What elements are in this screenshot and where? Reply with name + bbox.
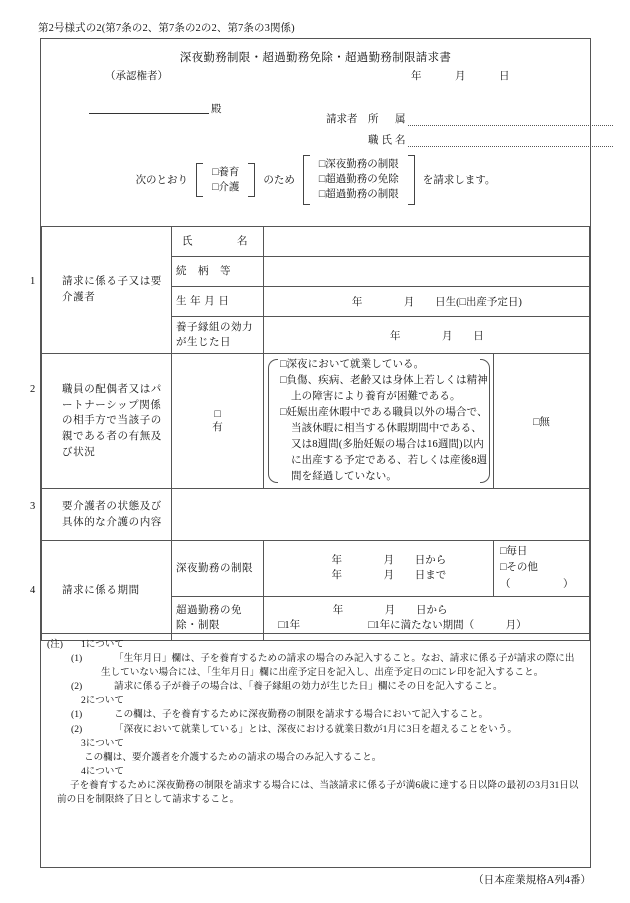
form-reference: 第2号様式の2(第7条の2、第7条の2の2、第7条の3関係)	[38, 23, 295, 34]
section2-label: 職員の配偶者又はパートナーシップ関係の相手方で当該子の親である者の有無及び状況	[62, 383, 162, 458]
s4r1-from-year: 年	[331, 554, 342, 566]
reason-option-childcare[interactable]: □養育	[212, 166, 240, 178]
section1-row1-header-text: 氏 名	[182, 235, 248, 247]
brace-right-icon	[480, 359, 490, 483]
section1-row3-header: 生 年 月 日	[172, 287, 264, 317]
section1-label-cell	[30, 227, 172, 354]
s4r1-from-day: 日から	[414, 554, 447, 566]
section3-value[interactable]	[172, 489, 590, 541]
section3-index: 3	[30, 500, 36, 512]
addressee-line	[89, 101, 222, 116]
table-row	[42, 489, 590, 541]
notes-g1-i1-text: 「生年月日」欄は、子を養育するための請求の場合のみ記入すること。なお、請求に係る子が請求の際に出生していない場合には、「生年月日」欄に出産予定日を記入し、出産予定日の□にレ印を記入すること。	[101, 653, 575, 679]
section1-row2-header: 続 柄 等	[172, 257, 264, 287]
claimant-name-row	[326, 132, 613, 147]
reason-bracket	[196, 163, 255, 197]
request-option-overtime-limit[interactable]: □超過勤務の制限	[318, 189, 399, 201]
section2-conditions-cell	[264, 354, 494, 489]
adoption-day: 日	[473, 330, 484, 342]
notes-group-1-heading: 1について	[81, 639, 124, 650]
s4r1-to-month: 月	[383, 570, 394, 582]
notes-group-2-item-2	[71, 723, 582, 737]
table-row	[42, 354, 590, 489]
option-everyday[interactable]: □毎日	[500, 546, 528, 558]
notes-group-2-item-1	[71, 708, 582, 722]
section4-row1-header: 深夜勤務の制限	[172, 541, 264, 597]
section2-condition-2[interactable]: □負傷、疾病、老齢又は身体上若しくは精神上の障害により養育が困難である。	[280, 375, 488, 403]
section1-label: 請求に係る子又は要介護者	[62, 276, 162, 304]
approver-label: （承認権者）	[105, 71, 168, 82]
section4-index: 4	[30, 584, 36, 596]
claimant-heading: 請求者	[326, 114, 358, 125]
notes-g1-i2-num: (2)	[71, 681, 83, 693]
section2-none-checkbox[interactable]: □無	[494, 354, 590, 489]
notes-g1-i1-num: (1)	[71, 653, 83, 665]
section2-have-cell[interactable]	[172, 354, 264, 489]
section4-row1-options[interactable]	[494, 541, 590, 597]
claimant-name-label: 職氏名	[368, 135, 409, 146]
s4r1-to-year: 年	[331, 570, 342, 582]
notes-tag: (注)	[47, 639, 63, 650]
birthdate-month: 月	[403, 297, 415, 308]
section2-have-checkbox[interactable]: □	[214, 408, 221, 420]
claimant-affiliation-label: 所 属	[368, 114, 409, 125]
section3-label: 要介護者の状態及び具体的な介護の内容	[62, 500, 162, 528]
adoption-month: 月	[442, 330, 453, 342]
section1-row1-value[interactable]	[264, 227, 590, 257]
s4r2-from-month: 月	[384, 604, 396, 616]
form-header	[41, 39, 590, 226]
s4r1-from-month: 月	[383, 554, 394, 566]
section1-row2-value[interactable]	[264, 257, 590, 287]
paper-size-note: （日本産業規格A列4番）	[473, 875, 591, 886]
header-date-day: 日	[499, 71, 510, 82]
notes-group-3-text: この欄は、要介護者を介護するための請求の場合のみ記入すること。	[84, 751, 382, 763]
brace-left-icon	[268, 359, 278, 483]
request-middle: のため	[263, 175, 295, 187]
addressee-blank[interactable]	[89, 101, 209, 114]
header-date	[411, 68, 510, 83]
section2-condition-1[interactable]: □深夜において就業している。	[280, 359, 425, 371]
request-bracket	[303, 155, 415, 205]
request-option-overtime-exempt[interactable]: □超過勤務の免除	[318, 174, 399, 186]
option-one-year[interactable]: □1年	[278, 620, 301, 632]
section2-have-label: 有	[212, 422, 223, 434]
request-option-night-limit[interactable]: □深夜勤務の制限	[318, 159, 399, 170]
document-title: 深夜勤務制限・超過勤務免除・超過勤務制限請求書	[179, 52, 452, 64]
table-row	[42, 227, 590, 257]
section1-row4-header: 養子縁組の効力が生じた日	[172, 317, 264, 354]
claimant-affiliation-input[interactable]	[408, 114, 613, 126]
table-row	[42, 541, 590, 597]
s4r2-from-year: 年	[332, 604, 344, 616]
reason-option-nursing[interactable]: □介護	[212, 181, 240, 193]
notes-g2-i1-num: (1)	[71, 709, 83, 721]
notes-group-2-heading: 2について	[81, 695, 124, 707]
notes-g2-i2-num: (2)	[71, 723, 83, 735]
request-sentence	[41, 155, 590, 205]
birthdate-day: 日生(□出産予定日)	[435, 297, 522, 308]
notes-group-1-item-2	[71, 680, 582, 694]
section4-row1-period[interactable]	[264, 541, 494, 597]
notes-group-1-item-1	[71, 652, 582, 680]
notes-group-4-heading: 4について	[81, 765, 124, 777]
notes-group-4-text: 子を養育するために深夜勤務の制限を請求する場合には、当該請求に係る子が満6歳に達する日以降の最初の3月31日以前の日を制限終了日として請求すること。	[57, 779, 579, 806]
claimant-name-input[interactable]	[408, 135, 613, 147]
notes-g2-i1-text: この欄は、子を養育するために深夜勤務の制限を請求する場合において記入すること。	[114, 709, 489, 721]
form-table	[30, 226, 590, 641]
section1-index: 1	[30, 276, 36, 288]
notes-group-1	[47, 638, 582, 652]
notes-g1-i2-text: 請求に係る子が養子の場合は、「養子縁組の効力が生じた日」欄にその日を記入すること。	[114, 681, 503, 693]
section2-label-cell	[30, 354, 172, 489]
claimant-affiliation-row	[326, 111, 613, 126]
section2-condition-3[interactable]: □妊娠出産休暇中である職員以外の場合で、当該休暇に相当する休暇期間中である、又は8週間(多胎妊娠の場合は16週間)以内に出産する予定である、若しくは産後8週間を経過していない。	[280, 407, 488, 483]
section1-birthdate-value[interactable]	[264, 287, 590, 317]
birthdate-year: 年	[351, 297, 363, 308]
section1-adoption-value[interactable]	[264, 317, 590, 354]
request-lead: 次のとおり	[135, 175, 189, 187]
notes-section	[41, 633, 590, 869]
header-date-year: 年	[411, 71, 422, 82]
notes-g2-i2-text: 「深夜において就業している」とは、深夜における就業日数が1月に3日を超えることをいう。	[114, 723, 517, 735]
section3-label-cell	[30, 489, 172, 541]
s4r2-from-day: 日から	[416, 604, 448, 616]
option-other[interactable]: □その他（ ）	[500, 562, 574, 590]
addressee-suffix: 殿	[211, 104, 222, 115]
notes-group-3-heading: 3について	[81, 737, 124, 749]
section4-label-cell	[30, 541, 172, 641]
section2-index: 2	[30, 383, 36, 395]
request-tail: を請求します。	[422, 175, 496, 187]
section4-label: 請求に係る期間	[62, 584, 140, 596]
section1-row1-header	[172, 227, 264, 257]
adoption-year: 年	[390, 330, 401, 342]
form-frame	[30, 38, 591, 868]
section4-row2-header: 超過勤務の免除・制限	[172, 596, 264, 640]
header-date-month: 月	[455, 71, 466, 82]
option-less-than-year[interactable]: □1年に満たない期間（ 月）	[368, 620, 527, 632]
s4r1-to-day: 日まで	[414, 570, 447, 582]
claimant-block	[326, 111, 613, 153]
